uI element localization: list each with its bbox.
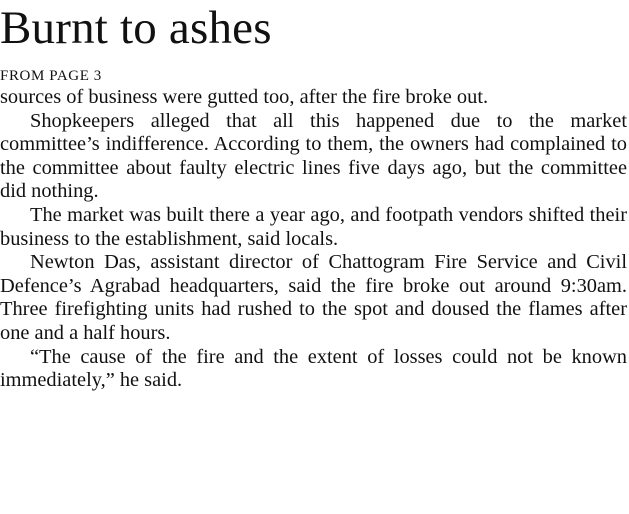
article-body <box>0 86 627 393</box>
article-paragraph: sources of business were gutted too, after the fire broke out. <box>0 86 489 108</box>
article-paragraph: The market was built there a year ago, and footpath vendors shifted their business to the establishment, said locals. <box>0 203 627 250</box>
article-headline: Burnt to ashes <box>0 2 272 54</box>
article-paragraph: Newton Das, assistant director of Chattogram Fire Service and Civil Defence’s Agrabad headquarters, said the fire broke out around 9:30am. Three firefighting units had rushed to the spot and doused the flames after one and a half hours. <box>0 251 627 344</box>
article-paragraph: Shopkeepers alleged that all this happened due to the market committee’s indifference. According to them, the owners had complained to the committee about faulty electric lines five days ago, but the committee did nothing. <box>0 109 627 203</box>
article-paragraph: “The cause of the fire and the extent of losses could not be known immediately,” he said. <box>0 345 627 392</box>
continued-from-label: FROM PAGE 3 <box>0 68 102 84</box>
